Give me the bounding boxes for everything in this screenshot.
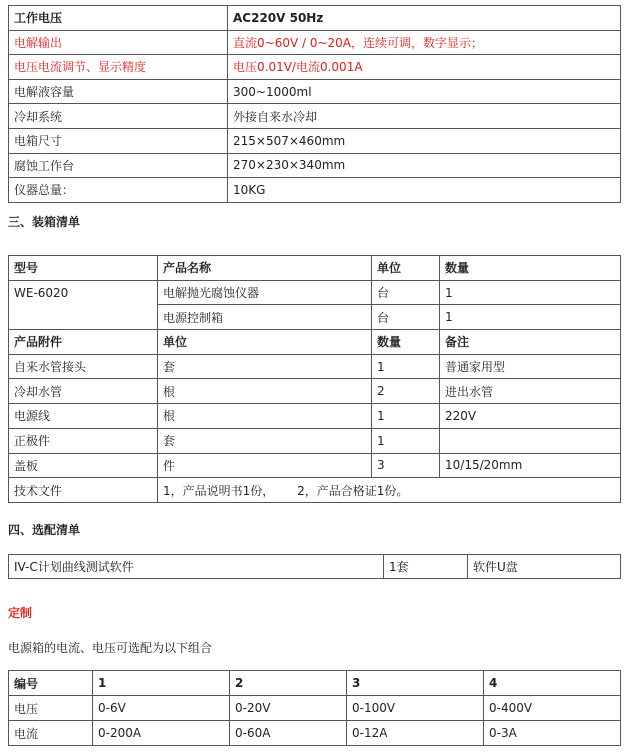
accessory-unit: 套 [158, 354, 372, 379]
combo-cell: 0-20V [230, 696, 347, 721]
option-name: IV-C计划曲线测试软件 [9, 555, 384, 579]
spec-value: 10KG [228, 178, 621, 203]
combo-header-cell: 2 [230, 671, 347, 696]
spec-value: 直流0~60V / 0~20A，连续可调，数字显示； [228, 30, 621, 55]
packing-header-cell: 数量 [440, 256, 621, 281]
accessory-row [9, 404, 621, 429]
packing-row [9, 280, 621, 305]
combo-header-cell: 编号 [9, 671, 93, 696]
combo-header-cell: 1 [93, 671, 230, 696]
combo-cell: 电压 [9, 696, 93, 721]
spec-label: 电压电流调节、显示精度 [9, 55, 228, 80]
accessory-qty: 1 [372, 428, 440, 453]
packing-header-cell: 型号 [9, 256, 158, 281]
accessory-note: 进出水管 [440, 379, 621, 404]
product-qty: 1 [440, 280, 621, 305]
accessory-unit: 根 [158, 404, 372, 429]
custom-description: 电源箱的电流、电压可选配为以下组合 [8, 641, 213, 655]
spec-value: 电压0.01V/电流0.001A [228, 55, 621, 80]
spec-value: 外接自来水冷却 [228, 104, 621, 129]
accessory-note [440, 428, 621, 453]
product-qty: 1 [440, 305, 621, 330]
accessory-qty: 1 [372, 404, 440, 429]
product-unit: 台 [372, 280, 440, 305]
options-table [8, 554, 621, 579]
spec-label: 电解输出 [9, 30, 228, 55]
accessory-row [9, 354, 621, 379]
spec-value: 270×230×340mm [228, 153, 621, 178]
spec-table [8, 5, 621, 203]
spec-row [9, 79, 621, 104]
option-qty: 1套 [384, 555, 468, 579]
spec-value: AC220V 50Hz [228, 6, 621, 31]
accessory-header-cell: 备注 [440, 330, 621, 355]
spec-label: 电箱尺寸 [9, 128, 228, 153]
combo-header-row [9, 671, 621, 696]
accessory-name: 盖板 [9, 453, 158, 478]
spec-row [9, 55, 621, 80]
combo-cell: 0-3A [484, 721, 621, 746]
combo-cell: 0-6V [93, 696, 230, 721]
spec-label: 仪器总量： [9, 178, 228, 203]
spec-value: 300~1000ml [228, 79, 621, 104]
accessory-header-cell: 单位 [158, 330, 372, 355]
accessory-qty: 2 [372, 379, 440, 404]
combo-voltage-row [9, 696, 621, 721]
combo-header-cell: 3 [347, 671, 484, 696]
spec-label: 电解液容量 [9, 79, 228, 104]
accessory-qty: 3 [372, 453, 440, 478]
accessory-row [9, 428, 621, 453]
combo-cell: 0-60A [230, 721, 347, 746]
combo-cell: 电流 [9, 721, 93, 746]
custom-heading: 定制 [8, 606, 33, 620]
spec-row [9, 153, 621, 178]
accessory-note: 220V [440, 404, 621, 429]
option-row [9, 555, 621, 579]
spec-row [9, 30, 621, 55]
docs-value: 1，产品说明书1份， 2，产品合格证1份。 [158, 478, 621, 503]
combo-cell: 0-100V [347, 696, 484, 721]
accessory-name: 自来水管接头 [9, 354, 158, 379]
spec-row [9, 6, 621, 31]
model-cell: WE-6020 [9, 280, 158, 329]
accessory-name: 电源线 [9, 404, 158, 429]
accessory-header-cell: 产品附件 [9, 330, 158, 355]
product-name: 电解抛光腐蚀仪器 [158, 280, 372, 305]
spec-label: 腐蚀工作台 [9, 153, 228, 178]
combo-cell: 0-200A [93, 721, 230, 746]
docs-label: 技术文件 [9, 478, 158, 503]
combo-header-cell: 4 [484, 671, 621, 696]
combo-cell: 0-12A [347, 721, 484, 746]
docs-row [9, 478, 621, 503]
product-unit: 台 [372, 305, 440, 330]
packing-header-row [9, 256, 621, 281]
spec-row [9, 104, 621, 129]
accessory-unit: 件 [158, 453, 372, 478]
accessory-note: 10/15/20mm [440, 453, 621, 478]
spec-label: 工作电压 [9, 6, 228, 31]
combo-current-row [9, 721, 621, 746]
accessory-header-cell: 数量 [372, 330, 440, 355]
packing-table [8, 255, 621, 503]
accessory-unit: 套 [158, 428, 372, 453]
combo-cell: 0-400V [484, 696, 621, 721]
accessory-qty: 1 [372, 354, 440, 379]
accessory-name: 正极件 [9, 428, 158, 453]
combination-table [8, 670, 621, 746]
accessory-row [9, 453, 621, 478]
packing-header-cell: 单位 [372, 256, 440, 281]
spec-row [9, 128, 621, 153]
accessory-row [9, 379, 621, 404]
accessory-name: 冷却水管 [9, 379, 158, 404]
section4-heading: 四、选配清单 [8, 523, 81, 537]
spec-value: 215×507×460mm [228, 128, 621, 153]
accessory-unit: 根 [158, 379, 372, 404]
accessory-note: 普通家用型 [440, 354, 621, 379]
spec-row [9, 178, 621, 203]
option-note: 软件U盘 [468, 555, 621, 579]
accessory-header-row [9, 330, 621, 355]
spec-label: 冷却系统 [9, 104, 228, 129]
product-name: 电源控制箱 [158, 305, 372, 330]
packing-header-cell: 产品名称 [158, 256, 372, 281]
section3-heading: 三、装箱清单 [8, 215, 81, 229]
